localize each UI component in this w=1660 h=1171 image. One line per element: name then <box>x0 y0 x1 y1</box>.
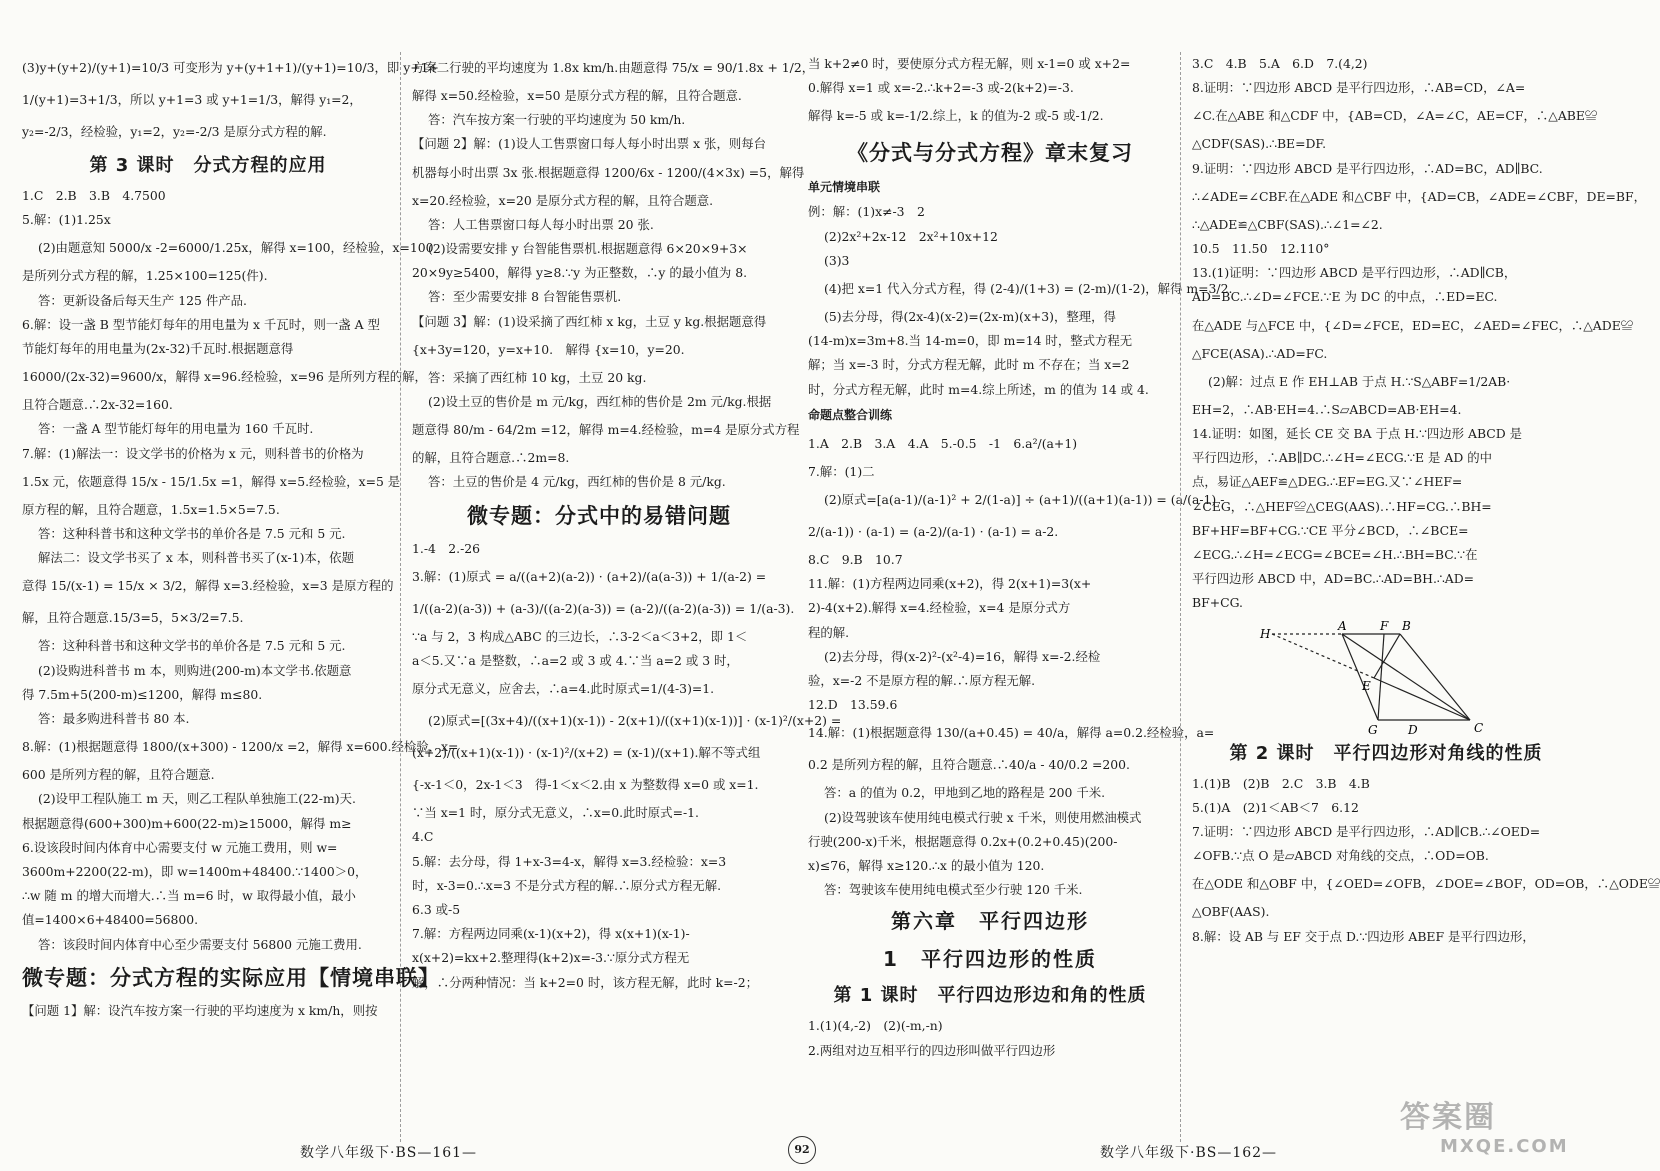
answer-line: 时，分式方程无解，此时 m=4.综上所述，m 的值为 14 或 4. <box>808 381 1149 397</box>
segment-FG <box>1378 634 1384 720</box>
footer-left-page-number: 数学八年级下·BS—161— <box>300 1145 478 1161</box>
section-heading: 单元情境串联 <box>808 180 881 195</box>
answer-line: {x+3y=120，y=x+10. 解得 {x=10，y=20. <box>412 341 685 357</box>
answer-line: (2)设需要安排 y 台智能售票机.根据题意得 6×20×9+3× <box>428 241 748 257</box>
answer-line: 解；当 x=-3 时，分式方程无解，此时 m 不存在；当 x=2 <box>808 357 1130 373</box>
answer-line: x)≤76，解得 x≥120.∴x 的最小值为 120. <box>808 858 1045 874</box>
answer-line: 3600m+2200(22-m)，即 w=1400m+48400.∵1400＞0， <box>22 864 368 880</box>
answer-line: 节能灯每年的用电量为(2x-32)千瓦时.根据题意得 <box>22 341 294 357</box>
point-label-D: D <box>1408 722 1418 737</box>
answer-line: (5)去分母，得(2x-4)(x-2)=(2x-m)(x+3)，整理，得 <box>824 309 1116 325</box>
answer-line: 方案二行驶的平均速度为 1.8x km/h.由题意得 75/x = 90/1.8x + 1/2， <box>412 60 815 75</box>
answer-line: 2.两组对边互相平行的四边形叫做平行四边形 <box>808 1042 1056 1058</box>
answer-line: 5.(1)A (2)1＜AB＜7 6.12 <box>1192 799 1359 815</box>
answer-line: 在△ADE 与△FCE 中，{∠D=∠FCE，ED=EC，∠AED=∠FEC，∴△ADE≌ <box>1192 317 1634 333</box>
section-heading: 命题点整合训练 <box>808 407 893 422</box>
answer-line: △CDF(SAS).∴BE=DF. <box>1192 136 1327 152</box>
point-label-C: C <box>1474 720 1484 735</box>
answer-line: 题意得 80/m - 64/2m =12，解得 m=4.经检验，m=4 是原分式方程 <box>412 422 800 438</box>
answer-line: x=20.经检验，x=20 是原分式方程的解，且符合题意. <box>412 192 714 208</box>
answer-line: 1.(1)(4,-2) (2)(-m,-n) <box>808 1018 943 1034</box>
answer-line: 1.A 2.B 3.A 4.A 5.-0.5 -1 6.a²/(a+1) <box>808 435 1078 451</box>
answer-line: 7.证明：∵四边形 ABCD 是平行四边形，∴AD∥CB.∴∠OED= <box>1192 824 1541 840</box>
answer-line: (2)原式=[(3x+4)/((x+1)(x-1)) - 2(x+1)/((x+1)(x-1))] · (x-1)²/(x+2) = <box>428 713 842 729</box>
answer-line: 5.解：去分母，得 1+x-3=4-x，解得 x=3.经检验：x=3 <box>412 853 727 869</box>
answer-line: 1.-4 2.-26 <box>412 540 481 556</box>
answer-line: 【问题 2】解：(1)设人工售票窗口每人每小时出票 x 张，则每台 <box>412 136 767 152</box>
answer-line: 答：土豆的售价是 4 元/kg，西红柿的售价是 8 元/kg. <box>428 474 726 490</box>
answer-line: 0.解得 x=1 或 x=-2.∴k+2=-3 或-2(k+2)=-3. <box>808 80 1074 96</box>
answer-line: 得 7.5m+5(200-m)≤1200，解得 m≤80. <box>22 686 263 702</box>
answer-line: △OBF(AAS). <box>1192 904 1270 920</box>
column-divider <box>1180 52 1181 1142</box>
answer-line: ∴w 随 m 的增大而增大.∴当 m=6 时，w 取得最小值，最小 <box>22 888 356 904</box>
section-heading: 第 1 课时 平行四边形边和角的性质 <box>833 985 1147 1007</box>
watermark-text: 答案圈 <box>1400 1100 1496 1135</box>
answer-line: 【问题 1】解：设汽车按方案一行驶的平均速度为 x km/h，则按 <box>22 1002 378 1018</box>
answer-line: (2)去分母，得(x-2)²-(x²-4)=16，解得 x=-2.经检 <box>824 648 1101 664</box>
section-heading: 微专题：分式方程的实际应用【情境串联】 <box>22 965 440 990</box>
segment-AC <box>1342 634 1470 720</box>
answer-line: 11.解：(1)方程两边同乘(x+2)，得 2(x+1)=3(x+ <box>808 576 1092 592</box>
answer-line: {-x-1＜0，2x-1＜3 得-1＜x＜2.由 x 为整数得 x=0 或 x=1. <box>412 777 759 793</box>
answer-line: 原方程的解，且符合题意，1.5x=1.5×5=7.5. <box>22 501 280 517</box>
answer-line: AD=BC.∴∠D=∠FCE.∵E 为 DC 的中点，∴ED=EC. <box>1192 289 1498 305</box>
answer-line: 1/(y+1)=3+1/3，所以 y+1=3 或 y+1=1/3，解得 y₁=2， <box>22 92 362 107</box>
answer-line: (4)把 x=1 代入分式方程，得 (2-4)/(1+3) = (2-m)/(1-2)，解得 m=3/2. <box>824 281 1233 297</box>
answer-line: 平行四边形，∴AB∥DC.∴∠H=∠ECG.∵E 是 AD 的中 <box>1192 450 1492 466</box>
answer-line: (2)设购进科普书 m 本，则购进(200-m)本文学书.依题意 <box>38 662 352 678</box>
answer-line: 7.解：(1)解法一：设文学书的价格为 x 元，则科普书的价格为 <box>22 445 364 461</box>
point-label-B: B <box>1402 618 1411 633</box>
answer-line: 答：该段时间内体育中心至少需要支付 56800 元施工费用. <box>38 936 362 952</box>
answer-line: (2)设驾驶该车使用纯电模式行驶 x 千米，则使用燃油模式 <box>824 809 1142 825</box>
answer-line: 3.解：(1)原式 = a/((a+2)(a-2)) · (a+2)/(a(a-3)) + 1/(a-2) = <box>412 568 767 584</box>
answer-line: 8.解：(1)根据题意得 1800/(x+300) - 1200/x =2，解得 x=600.经检验，x= <box>22 739 459 755</box>
point-label-F: F <box>1380 618 1389 633</box>
segment-HE <box>1272 634 1374 678</box>
answer-line: 14.解：(1)根据题意得 130/(a+0.45) = 40/a，解得 a=0.2.经检验，a= <box>808 725 1215 741</box>
answer-line: 机器每小时出票 3x 张.根据题意得 1200/6x - 1200/(4×3x) =5，解得 <box>412 164 805 180</box>
answer-line: ∵当 x=1 时，原分式无意义，∴x=0.此时原式=-1. <box>412 805 699 821</box>
answer-line: 8.证明：∵四边形 ABCD 是平行四边形，∴AB=CD，∠A= <box>1192 80 1526 96</box>
answer-line: (2)由题意知 5000/x -2=6000/1.25x，解得 x=100，经检验，x=100 <box>38 240 434 256</box>
answer-line: 解，且符合题意.15/3=5，5×3/2=7.5. <box>22 610 244 626</box>
answer-line: EH=2，∴AB·EH=4.∴S▱ABCD=AB·EH=4. <box>1192 401 1462 417</box>
answer-line: 答：更新设备后每天生产 125 件产品. <box>38 292 247 308</box>
answer-line: 8.C 9.B 10.7 <box>808 552 903 568</box>
answer-line: 1.5x 元，依题意得 15/x - 15/1.5x =1，解得 x=5.经检验，x=5 是 <box>22 473 401 489</box>
answer-line: 4.C <box>412 829 434 845</box>
answer-line: 10.5 11.50 12.110° <box>1192 241 1330 257</box>
answer-line: (3)3 <box>824 252 850 268</box>
answer-line: 解得 k=-5 或 k=-1/2.综上，k 的值为-2 或-5 或-1/2. <box>808 108 1104 124</box>
answer-line: 平行四边形 ABCD 中，AD=BC.∴AD=BH.∴AD= <box>1192 571 1475 587</box>
answer-line: 意得 15/(x-1) = 15/x × 3/2，解得 x=3.经检验，x=3 是原方程的 <box>22 578 394 594</box>
answer-column-4 <box>1192 52 1660 1132</box>
answer-line: ∠ECG.∴∠H=∠ECG=∠BCE=∠H.∴BH=BC.∵在 <box>1192 547 1478 563</box>
point-label-H: H <box>1260 626 1271 641</box>
answer-line: ∠CEG，∴△HEF≌△CEG(AAS).∴HF=CG.∴BH= <box>1192 498 1492 514</box>
answer-line: 7.解：方程两边同乘(x-1)(x+2)，得 x(x+1)(x-1)- <box>412 926 690 942</box>
answer-line: 点，易证△AEF≌△DEG.∴EF=EG.又∵∠HEF= <box>1192 474 1463 490</box>
answer-line: ∠OFB.∵点 O 是▱ABCD 对角线的交点，∴OD=OB. <box>1192 848 1489 864</box>
answer-line: 13.(1)证明：∵四边形 ABCD 是平行四边形，∴AD∥CB， <box>1192 265 1517 281</box>
section-heading: 《分式与分式方程》章末复习 <box>847 141 1133 166</box>
answer-line: 答：最多购进科普书 80 本. <box>38 711 190 727</box>
answer-line: (x+2)/((x+1)(x-1)) · (x-1)²/(x+2) = (x-1)/(x+1).解不等式组 <box>412 745 761 761</box>
answer-line: 原分式无意义，应舍去，∴a=4.此时原式=1/(4-3)=1. <box>412 681 715 697</box>
geometry-diagram <box>1260 618 1492 737</box>
answer-line: 2)-4(x+2).解得 x=4.经检验，x=4 是原分式方 <box>808 600 1071 616</box>
answer-line: 16000/(2x-32)=9600/x，解得 x=96.经检验，x=96 是所列方程的解， <box>22 369 427 385</box>
watermark-url: MXQE.COM <box>1440 1136 1569 1157</box>
answer-line: (2)原式=[a(a-1)/(a-1)² + 2/(1-a)] ÷ (a+1)/((a+1)(a-1)) = (a/(a-1) - <box>824 492 1225 508</box>
section-heading: 第六章 平行四边形 <box>891 909 1089 934</box>
answer-line: 20×9y≥5400，解得 y≥8.∵y 为正整数，∴y 的最小值为 8. <box>412 265 748 281</box>
answer-line: a＜5.又∵a 是整数，∴a=2 或 3 或 4.∵当 a=2 或 3 时， <box>412 653 739 669</box>
answer-line: 当 k+2≠0 时，要使原分式方程无解，则 x-1=0 或 x+2= <box>808 56 1131 71</box>
answer-line: 答：采摘了西红柿 10 kg，土豆 20 kg. <box>428 369 647 385</box>
answer-line: y₂=-2/3，经检验，y₁=2，y₂=-2/3 是原分式方程的解. <box>22 124 327 139</box>
answer-line: ∠C.在△ABE 和△CDF 中，{AB=CD，∠A=∠C，AE=CF，∴△ABE≌ <box>1192 108 1598 124</box>
sheet-number-mark: 92 <box>788 1136 816 1164</box>
answer-line: 且符合题意.∴2x-32=160. <box>22 397 173 413</box>
answer-line: ∵a 与 2，3 构成△ABC 的三边长，∴3-2＜a＜3+2，即 1＜ <box>412 628 748 644</box>
answer-line: 7.解：(1)二 <box>808 463 875 479</box>
answer-line: 答：这种科普书和这种文学书的单价各是 7.5 元和 5 元. <box>38 526 346 542</box>
answer-line: ∴△ADE≌△CBF(SAS).∴∠1=∠2. <box>1192 216 1383 232</box>
answer-line: 6.3 或-5 <box>412 902 461 918</box>
answer-line: (2)2x²+2x-12 2x²+10x+12 <box>824 228 998 244</box>
answer-line: 是所列分式方程的解，1.25×100=125(件). <box>22 268 268 284</box>
answer-line: 600 是所列方程的解，且符合题意. <box>22 767 215 783</box>
answer-line: (2)设土豆的售价是 m 元/kg，西红柿的售价是 2m 元/kg.根据 <box>428 394 772 410</box>
segment-EC <box>1374 678 1470 720</box>
answer-line: 答：驾驶该车使用纯电模式至少行驶 120 千米. <box>824 882 1083 898</box>
answer-line: (14-m)x=3m+8.当 14-m=0，即 m=14 时，整式方程无 <box>808 333 1133 349</box>
answer-line: (3)y+(y+2)/(y+1)=10/3 可变形为 y+(y+1+1)/(y+1)=10/3，即 y+1+ <box>22 60 439 75</box>
answer-line: x(x+2)=kx+2.整理得(k+2)x=-3.∵原分式方程无 <box>412 950 690 966</box>
answer-line: 3.C 4.B 5.A 6.D 7.(4,2) <box>1192 56 1368 71</box>
point-label-A: A <box>1338 618 1347 633</box>
answer-line: 1.(1)B (2)B 2.C 3.B 4.B <box>1192 775 1370 791</box>
point-label-G: G <box>1368 722 1378 737</box>
answer-line: 8.解：设 AB 与 EF 交于点 D.∵四边形 ABEF 是平行四边形， <box>1192 928 1535 944</box>
answer-line: 根据题意得(600+300)m+600(22-m)≥15000，解得 m≥ <box>22 815 352 831</box>
answer-line: 答：至少需要安排 8 台智能售票机. <box>428 289 622 305</box>
answer-line: 答：汽车按方案一行驶的平均速度为 50 km/h. <box>428 112 686 128</box>
answer-line: △FCE(ASA).∴AD=FC. <box>1192 345 1328 361</box>
column-divider <box>400 52 401 1142</box>
answer-line: BF+HF=BF+CG.∵CE 平分∠BCD，∴∠BCE= <box>1192 522 1469 538</box>
answer-line: 例：解：(1)x≠-3 2 <box>808 204 925 220</box>
answer-line: 12.D 13.59.6 <box>808 697 898 713</box>
answer-line: 验，x=-2 不是原方程的解.∴原方程无解. <box>808 673 1036 689</box>
answer-line: 6.设该段时间内体育中心需要支付 w 元施工费用，则 w= <box>22 839 338 855</box>
answer-line: 解得 x=50.经检验，x=50 是原分式方程的解，且符合题意. <box>412 88 742 103</box>
answer-line: 0.2 是所列方程的解，且符合题意.∴40/a - 40/0.2 =200. <box>808 757 1130 773</box>
answer-line: 行驶(200-x)千米，根据题意得 0.2x+(0.2+0.45)(200- <box>808 833 1118 849</box>
segment-BC <box>1400 634 1470 720</box>
answer-line: 6.解：设一盏 B 型节能灯每年的用电量为 x 千瓦时，则一盏 A 型 <box>22 316 380 332</box>
segment-BE <box>1374 634 1400 678</box>
answer-line: 【问题 3】解：(1)设采摘了西红柿 x kg，土豆 y kg.根据题意得 <box>412 313 767 329</box>
section-heading: 第 2 课时 平行四边形对角线的性质 <box>1229 742 1543 764</box>
answer-line: 答：人工售票窗口每人每小时出票 20 张. <box>428 216 654 232</box>
footer-right-page-number: 数学八年级下·BS—162— <box>1100 1145 1278 1161</box>
answer-line: 答：a 的值为 0.2，甲地到乙地的路程是 200 千米. <box>824 785 1106 801</box>
section-heading: 微专题：分式中的易错问题 <box>467 503 731 528</box>
answer-line: 值=1400×6+48400=56800. <box>22 912 199 928</box>
point-label-E: E <box>1362 678 1371 693</box>
answer-line: 在△ODE 和△OBF 中，{∠OED=∠OFB，∠DOE=∠BOF，OD=OB，∴△ODE≌ <box>1192 876 1660 892</box>
parallelogram-figure <box>1192 616 1580 736</box>
section-heading: 1 平行四边形的性质 <box>883 947 1097 972</box>
answer-line: 答：这种科普书和这种文学书的单价各是 7.5 元和 5 元. <box>38 638 346 654</box>
answer-line: 9.证明：∵四边形 ABCD 是平行四边形，∴AD=BC，AD∥BC. <box>1192 160 1543 176</box>
watermark-logo <box>1400 1092 1580 1162</box>
answer-line: 1/((a-2)(a-3)) + (a-3)/((a-2)(a-3)) = (a-2)/((a-2)(a-3)) = 1/(a-3). <box>412 600 795 616</box>
answer-line: (2)设甲工程队施工 m 天，则乙工程队单独施工(22-m)天. <box>38 791 356 807</box>
answer-line: 时，x-3=0.∴x=3 不是分式方程的解.∴原分式方程无解. <box>412 877 722 893</box>
answer-line: 解，∴分两种情况：当 k+2=0 时，该方程无解，此时 k=-2； <box>412 974 759 990</box>
answer-line: BF+CG. <box>1192 595 1243 611</box>
answer-line: 1.C 2.B 3.B 4.7500 <box>22 188 166 203</box>
answer-line: 2/(a-1)) · (a-1) = (a-2)/(a-1) · (a-1) = a-2. <box>808 524 1059 540</box>
answer-line: ∴∠ADE=∠CBF.在△ADE 和△CBF 中，{AD=CB，∠ADE=∠CBF，DE=BF， <box>1192 188 1646 204</box>
answer-line: (2)解：过点 E 作 EH⊥AB 于点 H.∵S△ABF=1/2AB· <box>1208 373 1511 389</box>
answer-line: 5.解：(1)1.25x <box>22 212 111 228</box>
answer-line: 14.证明：如图，延长 CE 交 BA 于点 H.∵四边形 ABCD 是 <box>1192 426 1523 442</box>
section-heading: 第 3 课时 分式方程的应用 <box>89 155 327 176</box>
answer-line: 程的解. <box>808 624 850 640</box>
answer-line: 解法二：设文学书买了 x 本，则科普书买了(x-1)本，依题 <box>38 550 354 566</box>
answer-line: 的解，且符合题意.∴2m=8. <box>412 450 570 466</box>
answer-line: 答：一盏 A 型节能灯每年的用电量为 160 千瓦时. <box>38 421 314 437</box>
